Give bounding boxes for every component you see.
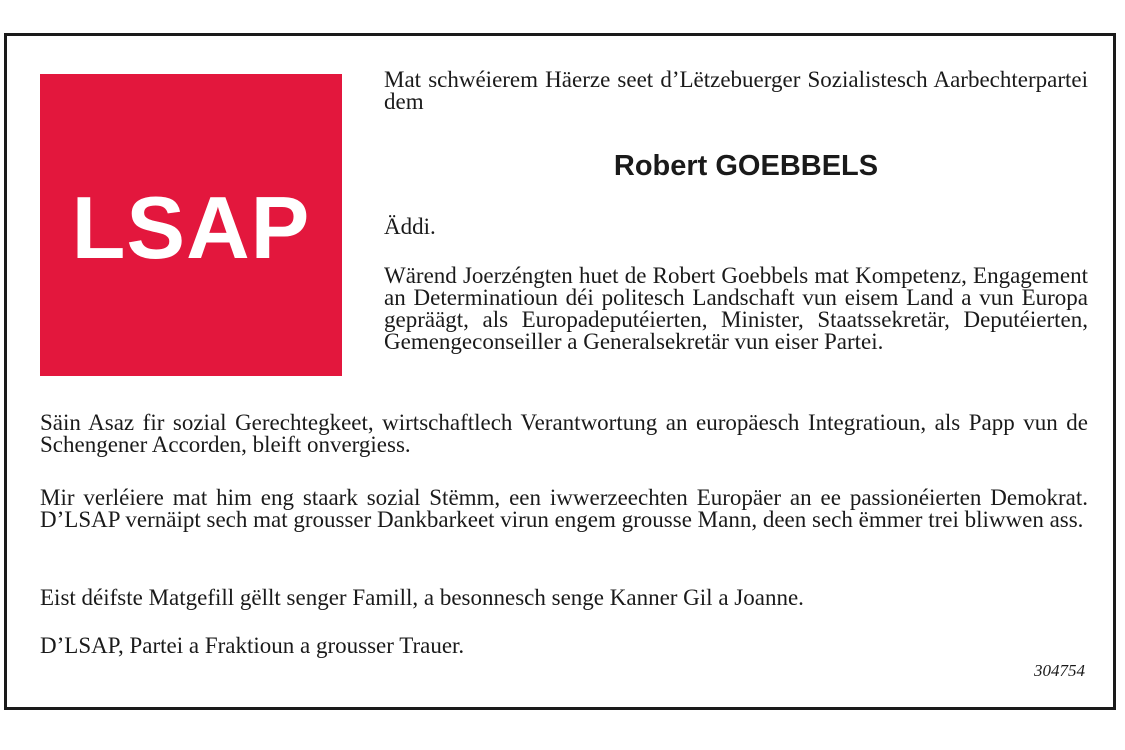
farewell-text: Äddi. bbox=[384, 214, 436, 239]
commitment-paragraph: Säin Asaz fir sozial Gerechtegkeet, wirtschaftlech Verantwortung an europäesch Integratioun, als Papp vun de Schengener Accorden, bleift onvergiess. bbox=[40, 410, 1088, 457]
career-paragraph: Wärend Joerzéngten huet de Robert Goebbels mat Kompetenz, Engagement an Determinatioun déi politesch Landschaft vun eisem Land a vun Europa gepräägt, als Europadeputéierten, Minister, Staatssekretär, Deputéierten, Gemengeconseiller a Generalsekretär vun eiser Partei. bbox=[384, 263, 1088, 354]
condolence-paragraph: Eist déifste Matgefill gëllt senger Famill, a besonnesch senge Kanner Gil a Joanne. bbox=[40, 585, 804, 610]
loss-paragraph: Mir verléiere mat him eng staark sozial Stëmm, een iwwerzeechten Europäer an ee passionéierten Demokrat. D’LSAP vernäipt sech mat grousser Dankbarkeet virun engem grousse Mann, deen sech ëmmer trei bliwwen ass. bbox=[40, 485, 1088, 532]
signoff-text: D’LSAP, Partei a Fraktioun a grousser Trauer. bbox=[40, 633, 465, 658]
intro-text: Mat schwéierem Häerze seet d’Lëtzebuerger Sozialistesch Aarbechterpartei dem bbox=[384, 67, 1088, 114]
lsap-logo bbox=[40, 74, 342, 376]
reference-number: 304754 bbox=[1034, 661, 1085, 680]
logo-text: LSAP bbox=[71, 178, 311, 277]
deceased-name: Robert GOEBBELS bbox=[613, 150, 879, 182]
obituary-notice bbox=[4, 33, 1116, 710]
